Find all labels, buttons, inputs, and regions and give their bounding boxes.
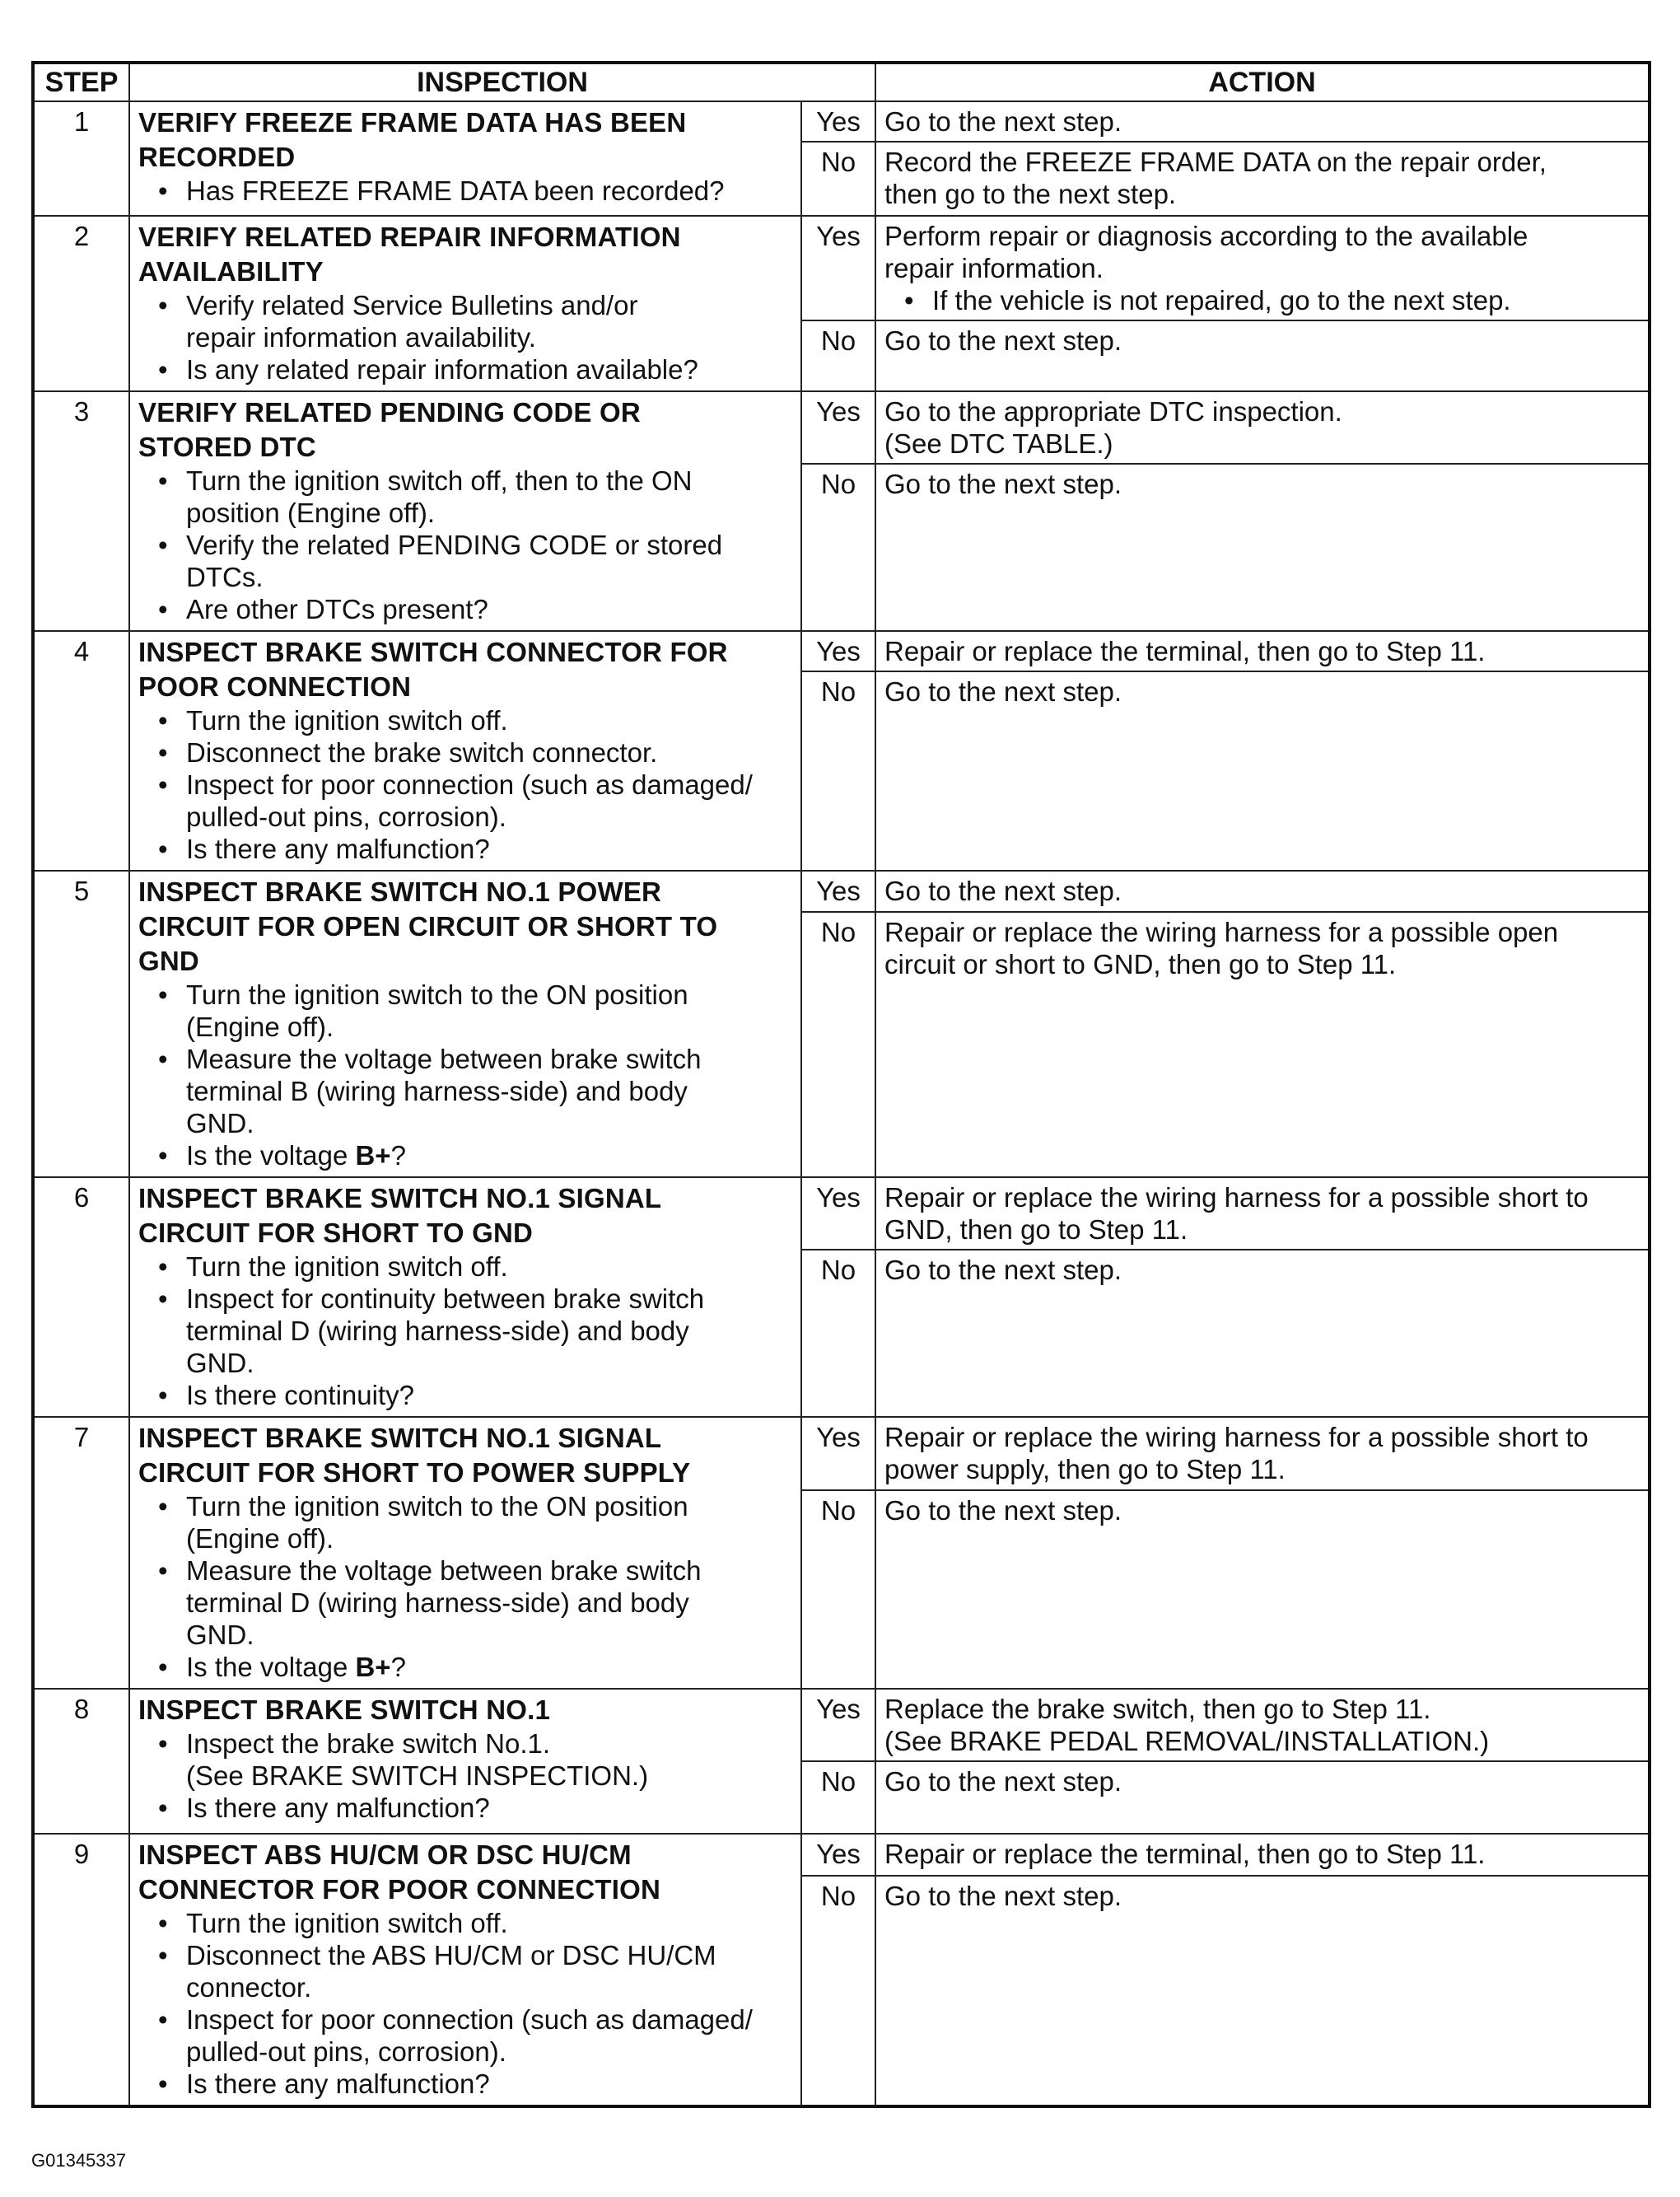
inspection-title: INSPECT BRAKE SWITCH NO.1 SIGNAL CIRCUIT FOR SHORT TO GND: [138, 1183, 662, 1248]
inspection-table: [31, 61, 1651, 2108]
inspection-bullet: • Turn the ignition switch off, then to the ON position (Engine off).: [186, 465, 746, 529]
inspection-bullet: • Inspect for continuity between brake switch terminal D (wiring harness-side) and body GND.: [186, 1283, 763, 1379]
table-row: [33, 216, 1650, 320]
step-number: 9: [33, 1834, 129, 2106]
no-action: Go to the next step.: [875, 1761, 1650, 1834]
inspection-bullet: • Are other DTCs present?: [186, 593, 792, 625]
no-label: No: [801, 671, 875, 871]
no-label: No: [801, 912, 875, 1177]
no-action: Go to the next step.: [875, 1876, 1650, 2106]
inspection-cell: [129, 216, 801, 391]
no-label: No: [801, 1250, 875, 1417]
inspection-bullet: • Is there any malfunction?: [186, 833, 792, 865]
inspection-bullet: • Turn the ignition switch to the ON position (Engine off).: [186, 979, 763, 1043]
inspection-bullet: • Turn the ignition switch to the ON position (Engine off).: [186, 1490, 763, 1554]
inspection-title: VERIFY RELATED REPAIR INFORMATION AVAILABILITY: [138, 222, 681, 287]
inspection-title: VERIFY RELATED PENDING CODE OR STORED DTC: [138, 397, 641, 462]
no-label: No: [801, 1490, 875, 1689]
table-row: [33, 1177, 1650, 1250]
inspection-bullet: • Measure the voltage between brake switch terminal D (wiring harness-side) and body GND.: [186, 1554, 746, 1651]
table-row: [33, 1834, 1650, 1876]
table-row: [33, 391, 1650, 464]
no-action: Go to the next step.: [875, 1250, 1650, 1417]
yes-label: Yes: [801, 216, 875, 320]
no-action: Go to the next step.: [875, 1490, 1650, 1689]
yes-label: Yes: [801, 101, 875, 142]
inspection-cell: [129, 1834, 801, 2106]
inspection-bullet: • Verify the related PENDING CODE or stored DTCs.: [186, 529, 763, 593]
inspection-title: INSPECT ABS HU/CM OR DSC HU/CM CONNECTOR FOR POOR CONNECTION: [138, 1839, 661, 1905]
inspection-bullet: • Is there continuity?: [186, 1379, 792, 1411]
yes-label: Yes: [801, 631, 875, 671]
inspection-bullet: • Is the voltage B+?: [186, 1139, 792, 1171]
step-number: 7: [33, 1417, 129, 1689]
header-inspection: INSPECTION: [129, 63, 875, 101]
step-number: 1: [33, 101, 129, 216]
yes-action: Replace the brake switch, then go to Step 11. (See BRAKE PEDAL REMOVAL/INSTALLATION.): [875, 1689, 1650, 1761]
inspection-title: INSPECT BRAKE SWITCH NO.1 POWER CIRCUIT FOR OPEN CIRCUIT OR SHORT TO GND: [138, 876, 718, 976]
inspection-bullet: • Inspect for poor connection (such as damaged/ pulled-out pins, corrosion).: [186, 2003, 787, 2068]
inspection-bullet: • Is any related repair information available?: [186, 353, 792, 386]
inspection-bullet: • Turn the ignition switch off.: [186, 704, 792, 736]
no-action: Go to the next step.: [875, 320, 1650, 391]
step-number: 5: [33, 871, 129, 1177]
inspection-cell: [129, 391, 801, 631]
inspection-bullet: • Measure the voltage between brake switch terminal B (wiring harness-side) and body GND.: [186, 1043, 746, 1139]
yes-action: Go to the next step.: [875, 871, 1650, 912]
figure-id: G01345337: [31, 2150, 126, 2171]
no-action: Go to the next step.: [875, 671, 1650, 871]
yes-action: Perform repair or diagnosis according to the available repair information. • If the vehicle is not repaired, go to the next step.: [875, 216, 1650, 320]
table-row: [33, 1689, 1650, 1761]
no-label: No: [801, 1761, 875, 1834]
yes-action: Repair or replace the wiring harness for a possible short to power supply, then go to Step 11.: [875, 1417, 1650, 1490]
inspection-cell: [129, 1177, 801, 1417]
table-row: [33, 1417, 1650, 1490]
no-label: No: [801, 464, 875, 631]
inspection-bullet: • Is the voltage B+?: [186, 1651, 792, 1683]
no-action: Repair or replace the wiring harness for a possible open circuit or short to GND, then go to Step 11.: [875, 912, 1650, 1177]
yes-label: Yes: [801, 1417, 875, 1490]
inspection-bullet: • Turn the ignition switch off.: [186, 1907, 792, 1939]
action-sub-bullet: • If the vehicle is not repaired, go to the next step.: [932, 284, 1640, 316]
inspection-cell: [129, 1417, 801, 1689]
inspection-title: INSPECT BRAKE SWITCH CONNECTOR FOR POOR CONNECTION: [138, 637, 728, 702]
step-number: 8: [33, 1689, 129, 1834]
header-row: [33, 63, 1650, 101]
yes-label: Yes: [801, 871, 875, 912]
inspection-title: VERIFY FREEZE FRAME DATA HAS BEEN RECORDED: [138, 107, 687, 172]
inspection-bullet: • Is there any malfunction?: [186, 1792, 792, 1824]
no-label: No: [801, 1876, 875, 2106]
table-row: [33, 101, 1650, 142]
yes-action: Go to the next step.: [875, 101, 1650, 142]
step-number: 2: [33, 216, 129, 391]
step-number: 3: [33, 391, 129, 631]
yes-action: Go to the appropriate DTC inspection. (See DTC TABLE.): [875, 391, 1650, 464]
table-row: [33, 631, 1650, 671]
header-step: STEP: [33, 63, 129, 101]
bullet-continuation: (See BRAKE SWITCH INSPECTION.): [186, 1760, 649, 1791]
yes-label: Yes: [801, 391, 875, 464]
no-action: Record the FREEZE FRAME DATA on the repair order, then go to the next step.: [875, 142, 1650, 216]
inspection-title: INSPECT BRAKE SWITCH NO.1: [138, 1694, 551, 1725]
step-number: 4: [33, 631, 129, 871]
yes-label: Yes: [801, 1689, 875, 1761]
no-label: No: [801, 320, 875, 391]
yes-action: Repair or replace the wiring harness for a possible short to GND, then go to Step 11.: [875, 1177, 1650, 1250]
inspection-bullet: • Turn the ignition switch off.: [186, 1250, 792, 1283]
no-label: No: [801, 142, 875, 216]
step-number: 6: [33, 1177, 129, 1417]
inspection-cell: [129, 871, 801, 1177]
yes-action: Repair or replace the terminal, then go to Step 11.: [875, 1834, 1650, 1876]
yes-action: Repair or replace the terminal, then go to Step 11.: [875, 631, 1650, 671]
inspection-bullet: • Verify related Service Bulletins and/or repair information availability.: [186, 289, 713, 353]
inspection-title: INSPECT BRAKE SWITCH NO.1 SIGNAL CIRCUIT FOR SHORT TO POWER SUPPLY: [138, 1423, 691, 1488]
inspection-cell: [129, 631, 801, 871]
table-row: [33, 871, 1650, 912]
inspection-bullet: • Inspect for poor connection (such as damaged/ pulled-out pins, corrosion).: [186, 769, 787, 833]
yes-label: Yes: [801, 1834, 875, 1876]
yes-label: Yes: [801, 1177, 875, 1250]
inspection-bullet: • Disconnect the brake switch connector.: [186, 736, 792, 769]
inspection-bullet: • Disconnect the ABS HU/CM or DSC HU/CM connector.: [186, 1939, 763, 2003]
header-action: ACTION: [875, 63, 1650, 101]
inspection-bullet: • Has FREEZE FRAME DATA been recorded?: [186, 175, 792, 207]
inspection-bullet: • Inspect the brake switch No.1. (See BRAKE SWITCH INSPECTION.): [186, 1727, 792, 1792]
inspection-cell: [129, 101, 801, 216]
inspection-cell: [129, 1689, 801, 1834]
no-action: Go to the next step.: [875, 464, 1650, 631]
inspection-bullet: • Is there any malfunction?: [186, 2068, 792, 2100]
